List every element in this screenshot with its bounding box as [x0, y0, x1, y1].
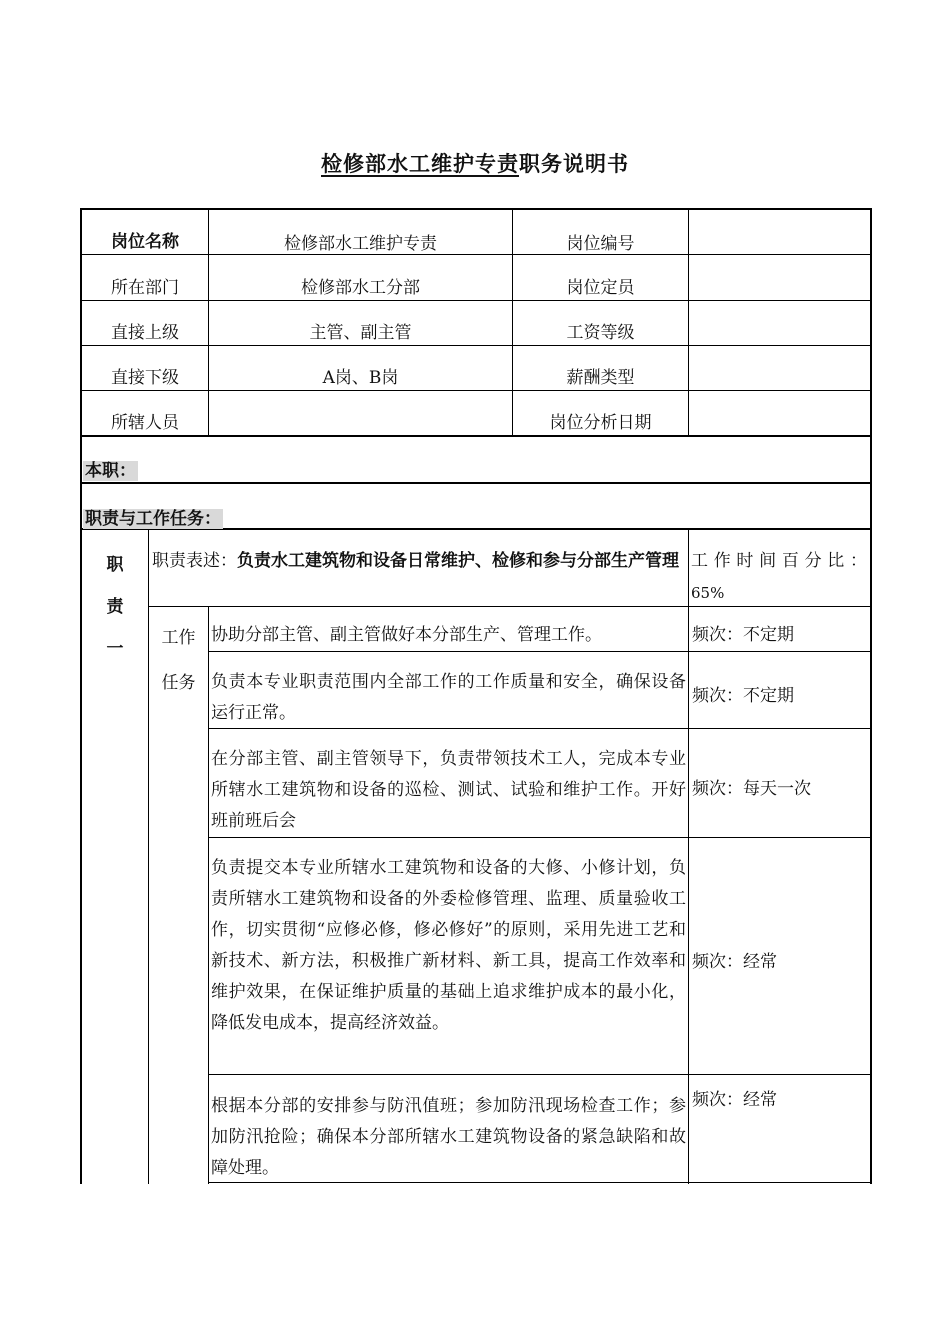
superior-label: 直接上级	[111, 323, 179, 343]
section-duties-label: 职责与工作任务：	[85, 509, 221, 529]
task-item: 根据本分部的安排参与防汛值班；参加防汛现场检查工作；参加防汛抢险；确保本分部所辖水工建筑物设备的紧急缺陷和故障处理。	[211, 1096, 686, 1178]
work-time-percentage	[691, 546, 867, 577]
task-frequency: 频次：经常	[692, 952, 777, 972]
position-code-value	[689, 218, 870, 264]
page-title	[0, 148, 950, 178]
department-value: 检修部水工分部	[301, 278, 420, 298]
department-label: 所在部门	[111, 278, 179, 298]
row-divider	[148, 606, 872, 607]
superior-value: 主管、副主管	[309, 323, 412, 343]
table-top-border	[80, 208, 872, 210]
headcount-value	[689, 263, 870, 308]
salary-grade-value	[689, 308, 870, 353]
task-item: 在分部主管、副主管领导下，负责带领技术工人，完成本专业所辖水工建筑物和设备的巡检、测试、试验和维护工作。开好班前班后会	[211, 749, 686, 831]
work-time-label: 工作时间百分比：	[691, 551, 867, 571]
task-frequency: 频次：不定期	[692, 686, 794, 706]
row-divider	[208, 651, 872, 652]
title-underlined: 检修部水工维护专责	[321, 152, 519, 176]
duty-desc-text: 负责水工建筑物和设备日常维护、检修和参与分部生产管理	[237, 551, 679, 571]
section-duties	[83, 504, 223, 529]
task-label	[149, 616, 208, 706]
position-name-value: 检修部水工维护专责	[284, 233, 437, 254]
table-right-border	[870, 208, 872, 1184]
salary-grade-label: 工资等级	[566, 323, 635, 343]
work-time-value: 65%	[691, 584, 725, 602]
task-item: 协助分部主管、副主管做好本分部生产、管理工作。	[211, 625, 602, 645]
section-main-duty	[83, 456, 138, 481]
staff-label: 所辖人员	[111, 413, 179, 433]
task-item: 负责本专业职责范围内全部工作的工作质量和安全，确保设备运行正常。	[211, 672, 686, 723]
task-frequency: 频次：每天一次	[692, 779, 811, 799]
title-rest: 职务说明书	[519, 152, 629, 176]
row-divider	[80, 482, 872, 484]
row-divider	[208, 837, 872, 838]
duty-side-char: 一	[106, 639, 124, 659]
subordinate-label: 直接下级	[111, 368, 179, 388]
pay-type-label: 薪酬类型	[566, 368, 635, 388]
task-label-line: 工作	[161, 628, 196, 648]
task-frequency: 频次：经常	[692, 1090, 777, 1110]
duty-description	[152, 546, 686, 577]
analysis-date-label: 岗位分析日期	[549, 413, 652, 433]
row-divider	[208, 1074, 872, 1075]
duty-text-divider	[688, 529, 689, 1184]
duty-side-char: 职	[106, 555, 124, 575]
subordinate-value: A岗、B岗	[322, 368, 399, 388]
staff-value	[209, 398, 512, 443]
duty-desc-prefix: 职责表述：	[152, 551, 237, 571]
task-label-divider	[208, 606, 209, 1184]
duty-side-label	[82, 544, 148, 670]
analysis-date-value	[689, 398, 870, 443]
headcount-label: 岗位定员	[566, 278, 635, 298]
task-label-line: 任务	[161, 673, 196, 693]
task-frequency: 频次：不定期	[692, 625, 794, 645]
pay-type-value	[689, 353, 870, 398]
duty-side-char: 责	[106, 597, 124, 617]
position-name-label: 岗位名称	[111, 231, 179, 252]
position-code-label: 岗位编号	[566, 233, 635, 254]
task-item: 负责提交本专业所辖水工建筑物和设备的大修、小修计划，负责所辖水工建筑物和设备的外委检修管理、监理、质量验收工作，切实贯彻“应修必修，修必修好”的原则，采用先进工艺和新技术、新方法，积极推广新材料、新工具，提高工作效率和维护效果，在保证维护质量的基础上追求维护成本的最小化，降低发电成本，提高经济效益。	[211, 858, 686, 1033]
section-main-duty-label: 本职：	[85, 461, 136, 481]
